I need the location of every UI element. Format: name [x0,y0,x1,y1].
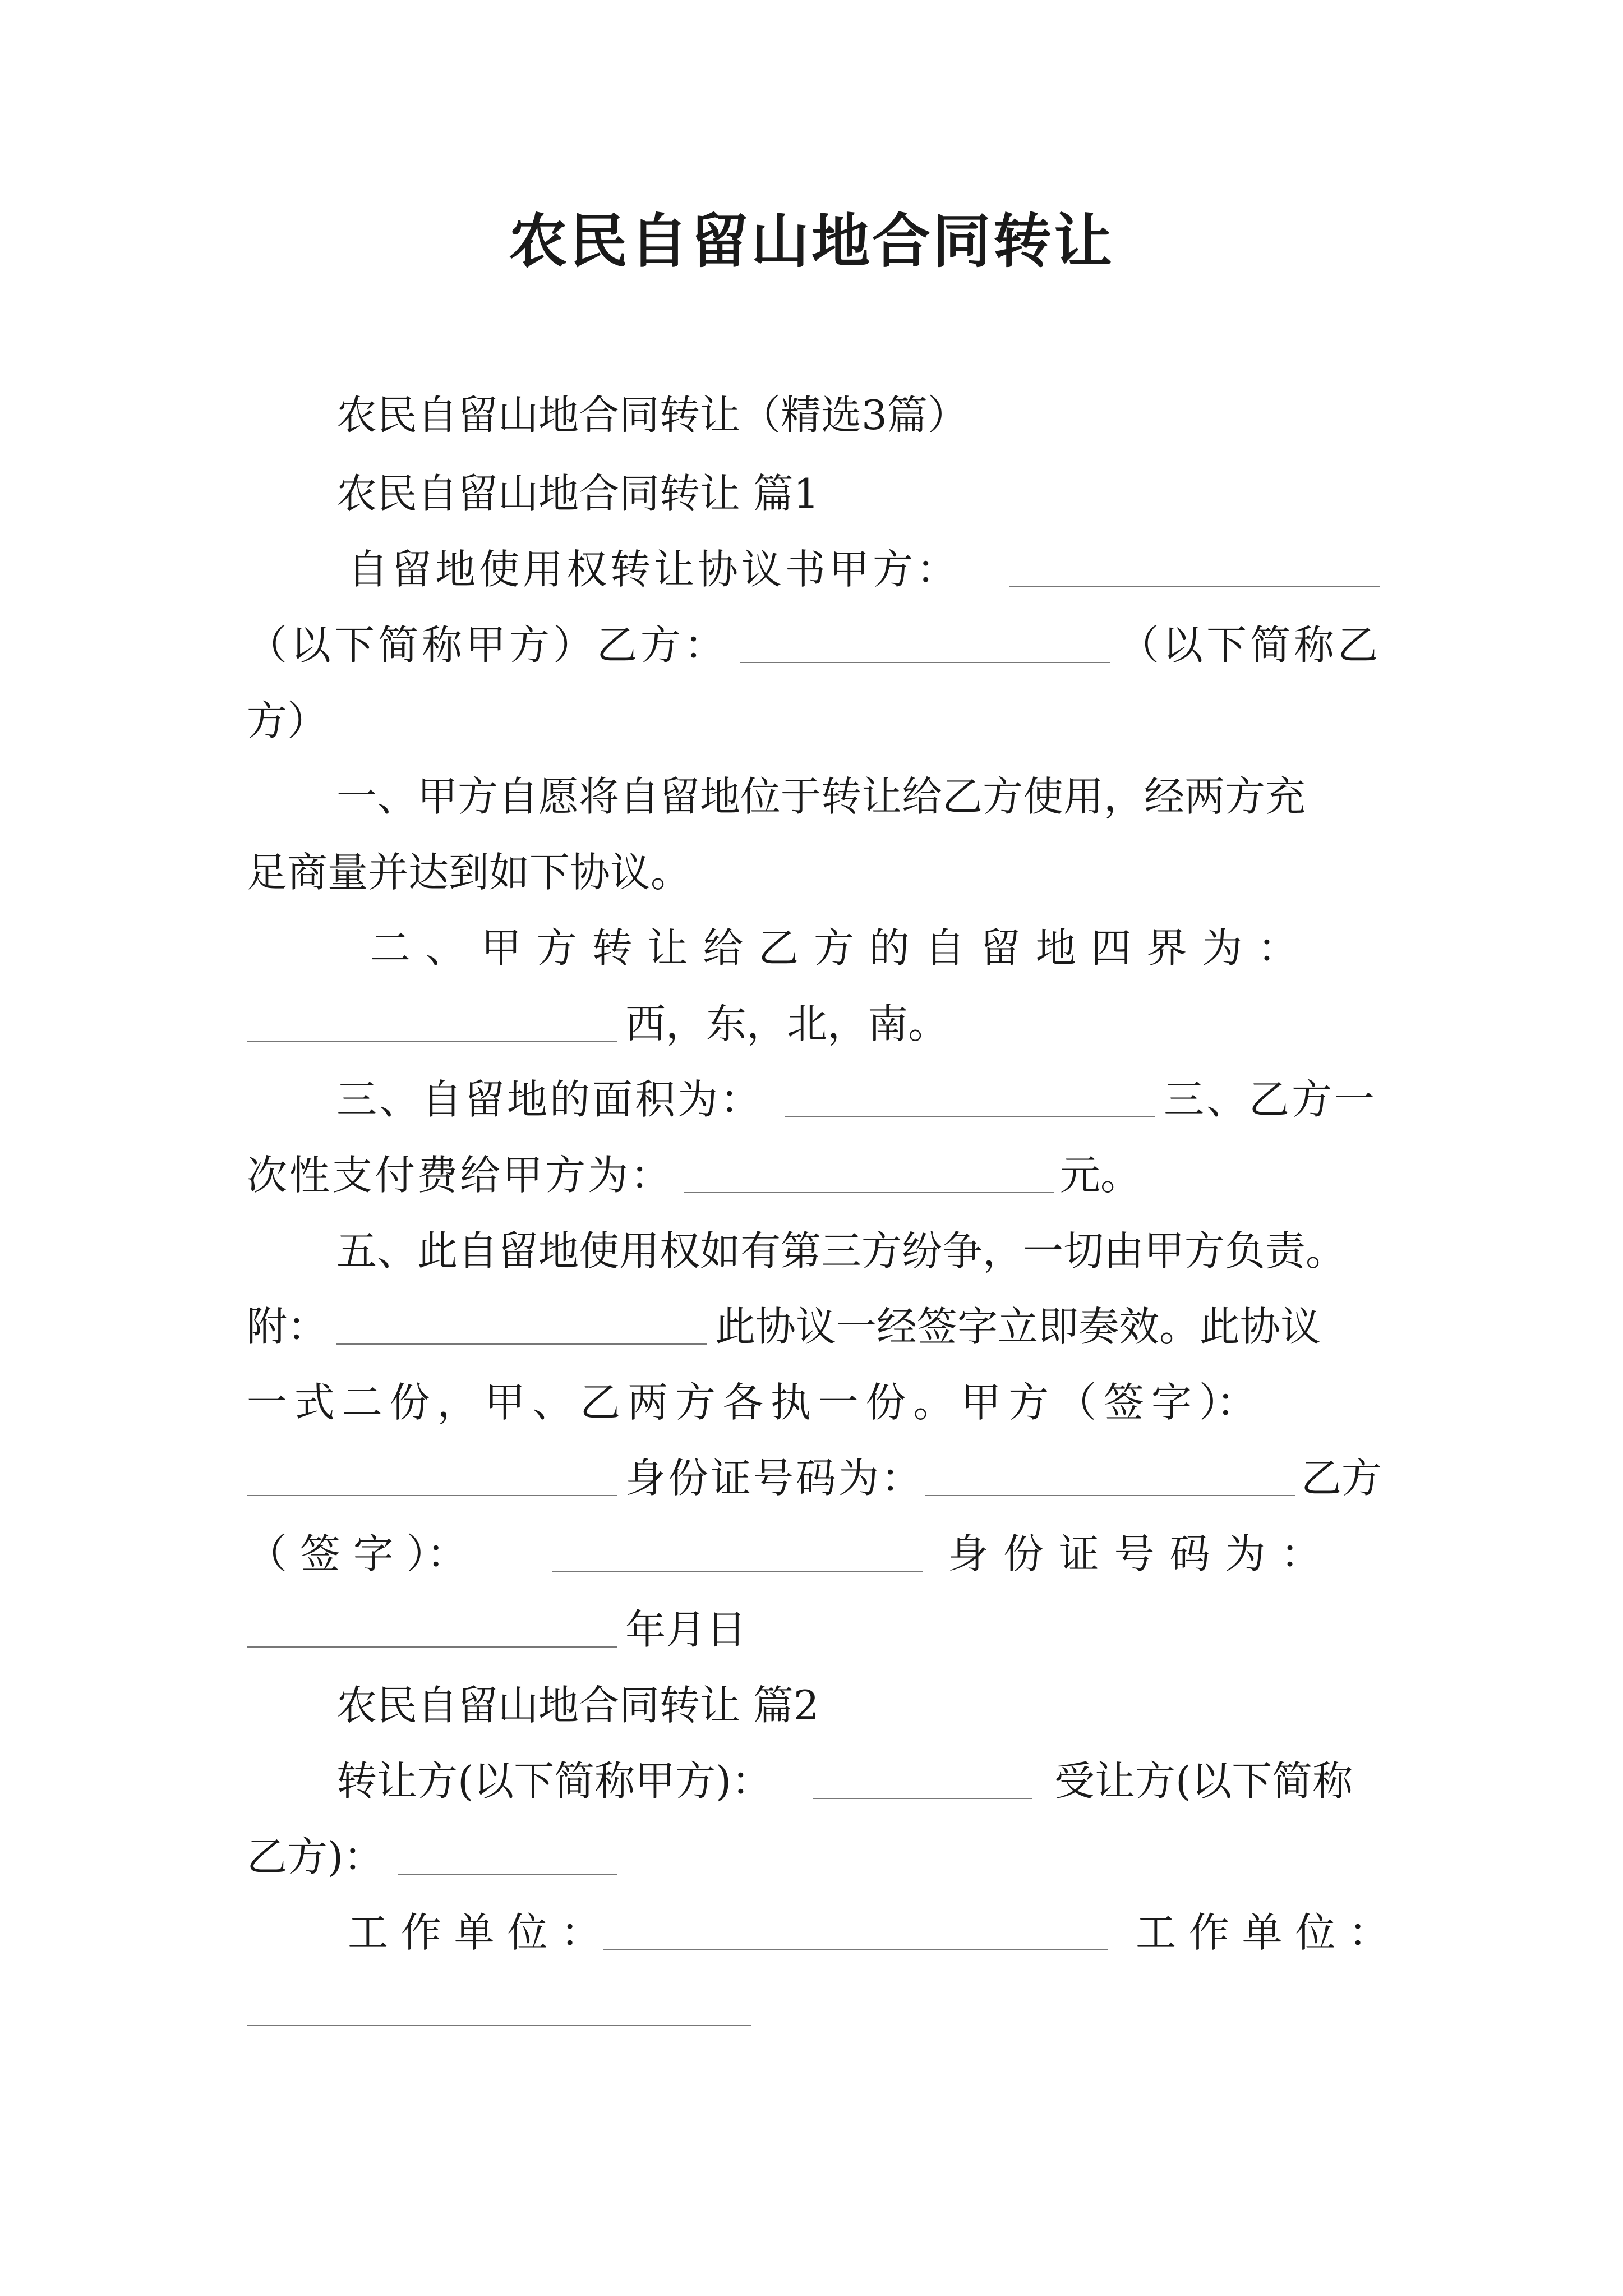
party-b-name-blank [740,662,1110,663]
s1-p5-line5b: 身 份 证 号 码 为 ： [948,1530,1322,1577]
s2-p1-line1b: 受让方(以下简称 [1054,1757,1353,1805]
s1-p1-line2a: （以下简称甲方）乙方： [247,622,728,669]
s2-p1-line2: 乙方)： [247,1833,384,1880]
party-a-signature-blank [247,1495,617,1496]
party-a-name-blank [1009,586,1380,587]
s1-p5-line4b: 乙方 [1301,1455,1382,1502]
s1-p2-line1: 一、甲方自愿将自留地位于转让给乙方使用，经两方充 [336,773,1306,820]
s1-p3-line2: 西，东，北，南。 [625,1000,949,1047]
s2-p1-line1a: 转让方(以下简称甲方)： [336,1757,772,1805]
document-title: 农民自留山地合同转让 [508,206,1114,275]
s1-p5-line6: 年月日 [625,1606,747,1653]
s1-p4-line2b: 元。 [1060,1152,1141,1199]
s2-p2-line1a: 工 作 单 位 ： [348,1909,601,1956]
s1-p2-line2: 足商量并达到如下协议。 [247,849,691,896]
s1-p4-line1a: 三、自留地的面积为： [336,1076,763,1123]
s1-p5-line2a: 附： [247,1303,328,1350]
transferee-employer-blank [247,2025,751,2026]
payment-blank [684,1192,1054,1193]
s1-p4-line2a: 次性支付费给甲方为： [247,1152,674,1199]
s1-p1-line3: 方） [247,697,328,744]
s1-p1-line1: 自留地使用权转让协议书甲方： [348,546,961,593]
s1-p4-line1b: 三、乙方一 [1164,1076,1377,1123]
transferor-employer-blank [603,1949,1108,1950]
s1-p5-line5a: （ 签 字 ）： [247,1530,467,1577]
s1-p5-line1: 五、此自留地使用权如有第三方纷争，一切由甲方负责。 [336,1227,1347,1274]
s1-p5-line4a: 身份证号码为： [625,1455,924,1502]
s1-p1-line2b: （以下简称乙 [1119,622,1382,669]
attachment-blank [336,1343,707,1345]
boundary-blank [247,1041,617,1042]
section-2-heading: 农民自留山地合同转让 篇2 [336,1682,819,1729]
area-blank [785,1116,1155,1117]
s1-p5-line2b: 此协议一经签字立即奏效。此协议 [715,1303,1321,1350]
party-b-signature-blank [552,1571,923,1572]
party-b-id-blank [247,1646,617,1648]
document-subtitle: 农民自留山地合同转让（精选3篇） [336,392,968,439]
s1-p3-line1: 二 、 甲 方 转 让 给 乙 方 的 自 留 地 四 界 为 ： [370,924,1299,972]
s2-p2-line1b: 工 作 单 位 ： [1136,1909,1389,1956]
transferee-blank [398,1874,617,1875]
section-1-heading: 农民自留山地合同转让 篇1 [336,470,819,517]
s1-p5-line3: 一 式 二 份 ， 甲 、 乙 两 方 各 执 一 份 。 甲 方 （ 签 字 ）： [247,1379,1254,1426]
transferor-blank [813,1798,1032,1799]
party-a-id-blank [925,1495,1295,1496]
